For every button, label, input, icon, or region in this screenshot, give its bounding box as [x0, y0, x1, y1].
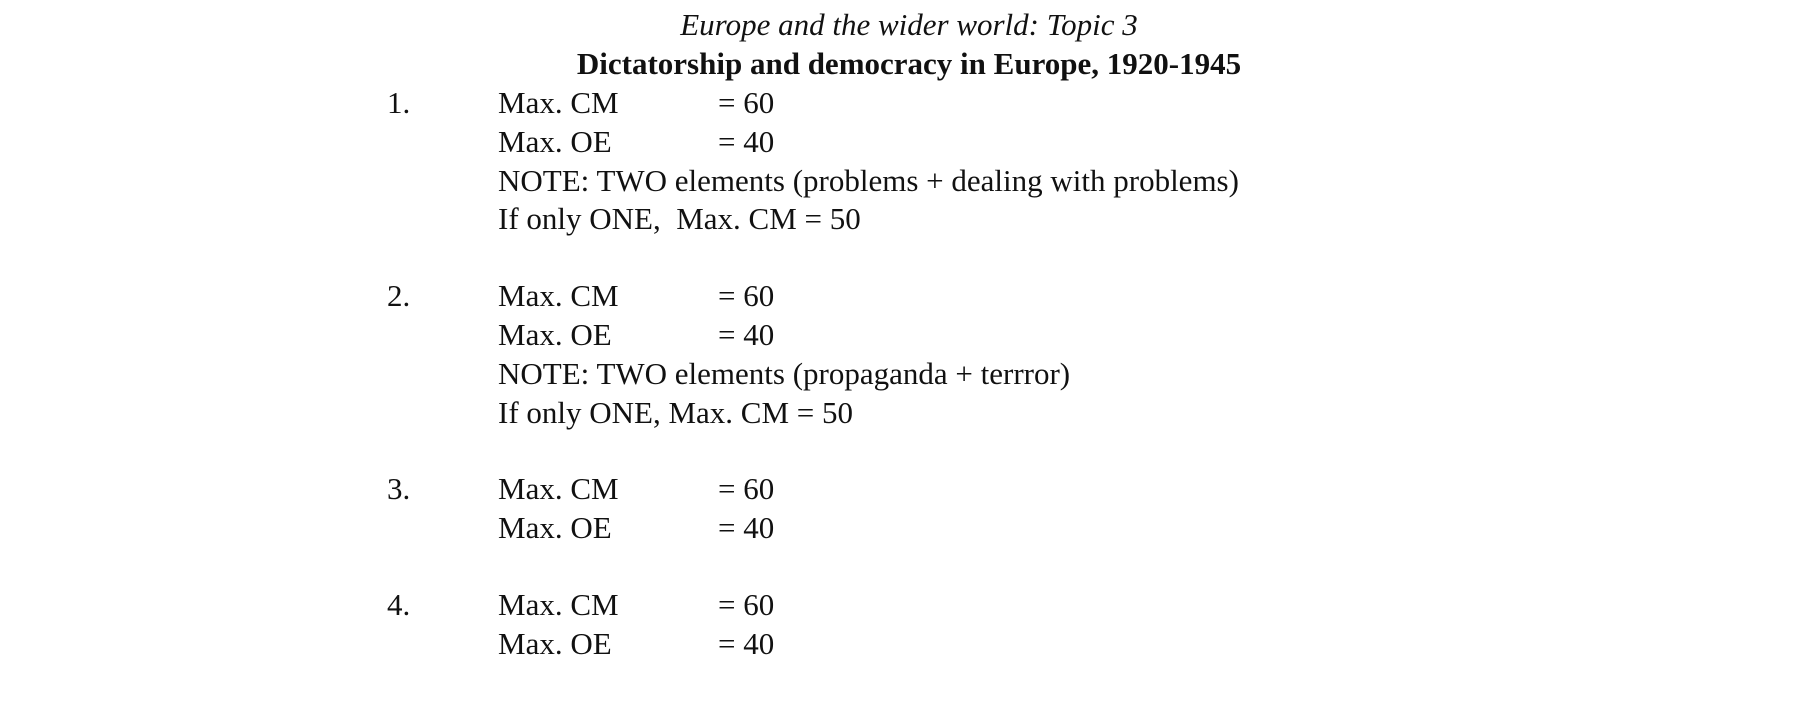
item-details: [498, 84, 1818, 239]
mark-value: = 60: [718, 278, 775, 314]
mark-value: = 40: [718, 625, 775, 661]
mark-value: = 60: [718, 586, 775, 622]
mark-value: = 60: [718, 85, 775, 120]
mark-row-oe: [498, 625, 1818, 664]
mark-value: = 40: [718, 510, 775, 546]
mark-label: Max. CM: [498, 278, 619, 314]
item-number: 3.: [387, 471, 411, 507]
marking-item-2: [0, 277, 1818, 432]
note-line: NOTE: TWO elements (problems + dealing with problems): [498, 162, 1239, 198]
mark-label: Max. CM: [498, 586, 619, 622]
marking-item-1: [0, 84, 1818, 239]
marking-item-4: [0, 586, 1818, 664]
mark-row-oe: [498, 123, 1818, 162]
mark-value: = 40: [718, 123, 775, 159]
mark-row-cm: [498, 277, 1818, 316]
mark-value: = 60: [718, 471, 775, 507]
mark-label: Max. CM: [498, 85, 619, 120]
topic-subtitle: Europe and the wider world: Topic 3: [680, 7, 1138, 42]
mark-row-cm: [498, 586, 1818, 625]
item-details: [498, 586, 1818, 664]
mark-label: Max. OE: [498, 316, 612, 352]
mark-row-cm: [498, 470, 1818, 509]
mark-label: Max. OE: [498, 123, 612, 159]
mark-label: Max. OE: [498, 510, 612, 546]
item-number: 4.: [387, 586, 411, 622]
document-title: Dictatorship and democracy in Europe, 1920-1945: [576, 46, 1242, 81]
marking-scheme-list: [0, 84, 1818, 702]
mark-value: = 40: [718, 316, 775, 352]
note-line: NOTE: TWO elements (propaganda + terrror): [498, 355, 1071, 391]
item-details: [498, 277, 1818, 432]
item-details: [498, 470, 1818, 548]
note-line: If only ONE, Max. CM = 50: [498, 201, 861, 237]
item-number: 1.: [387, 85, 411, 120]
note-line: If only ONE, Max. CM = 50: [498, 394, 854, 430]
mark-label: Max. OE: [498, 625, 612, 661]
item-number: 2.: [387, 278, 411, 314]
marking-item-3: [0, 470, 1818, 548]
mark-label: Max. CM: [498, 471, 619, 507]
mark-row-cm: [498, 84, 1818, 123]
mark-row-oe: [498, 316, 1818, 355]
mark-row-oe: [498, 509, 1818, 548]
